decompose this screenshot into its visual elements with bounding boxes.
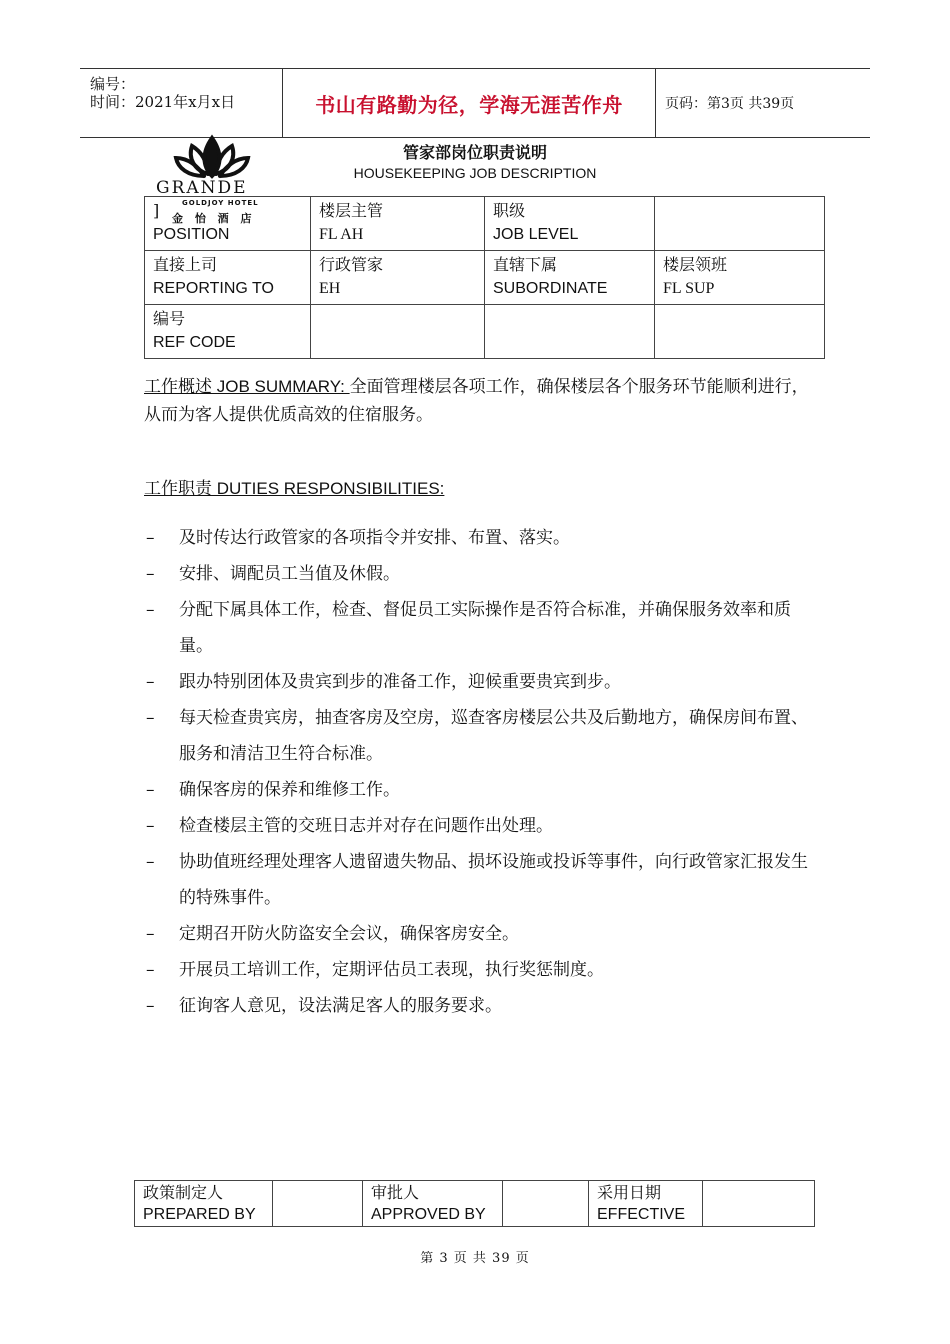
code-label: 编号：	[90, 75, 136, 93]
bullet-dash: –	[146, 924, 155, 944]
table-cell	[145, 305, 311, 359]
table-row	[135, 1181, 815, 1227]
duty-text: 征询客人意见，设法满足客人的服务要求。	[179, 996, 502, 1016]
cell-en: EH	[319, 280, 341, 297]
bullet-dash: –	[146, 708, 155, 728]
summary-text: 全面管理楼层各项工作，确保楼层各个服务环节能顺利进行，从而为客人提供优质高效的住宿服务。	[144, 377, 809, 425]
table-cell	[311, 197, 485, 251]
header-page-cell	[665, 69, 870, 137]
cell-cn: 行政管家	[319, 255, 384, 274]
cell-cn: 职级	[493, 201, 526, 220]
cell-en: JOB LEVEL	[493, 226, 579, 243]
duty-text: 开展员工培训工作，定期评估员工表现，执行奖惩制度。	[179, 960, 604, 980]
header-motto-cell	[282, 69, 656, 137]
table-cell	[655, 197, 825, 251]
list-item	[144, 844, 824, 916]
table-cell	[311, 305, 485, 359]
bullet-dash: –	[146, 564, 155, 584]
summary-label: 工作概述 JOB SUMMARY:	[144, 377, 350, 396]
duties-heading: 工作职责 DUTIES RESPONSIBILITIES:	[144, 479, 445, 498]
title-en: HOUSEKEEPING JOB DESCRIPTION	[353, 165, 597, 181]
duty-text: 跟办特别团体及贵宾到步的准备工作，迎候重要贵宾到步。	[179, 672, 621, 692]
cell-en: SUBORDINATE	[493, 280, 608, 297]
table-row	[145, 251, 825, 305]
cell-cn: ]	[153, 201, 160, 220]
table-cell	[503, 1181, 589, 1227]
header-meta	[80, 69, 280, 137]
table-cell	[655, 251, 825, 305]
table-cell	[145, 251, 311, 305]
approval-table	[134, 1180, 815, 1227]
cell-en: REF CODE	[153, 334, 236, 351]
bullet-dash: –	[146, 672, 155, 692]
prepared-cn: 政策制定人	[143, 1183, 224, 1202]
time-label: 时间：2021年x月x日	[90, 93, 236, 111]
list-item	[144, 592, 824, 664]
logo-sub-en: GOLDJOY HOTEL	[182, 199, 259, 207]
title-cn: 管家部岗位职责说明	[402, 143, 547, 162]
table-cell	[485, 197, 655, 251]
table-cell	[655, 305, 825, 359]
table-cell	[589, 1181, 703, 1227]
cell-en: REPORTING TO	[153, 280, 274, 297]
job-summary	[144, 373, 824, 429]
cell-en: FL SUP	[663, 280, 715, 297]
page-info: 页码：第3页 共39页	[665, 96, 795, 112]
list-item	[144, 520, 824, 556]
bullet-dash: –	[146, 780, 155, 800]
bullet-dash: –	[146, 528, 155, 548]
list-item	[144, 916, 824, 952]
approved-en: APPROVED BY	[371, 1206, 486, 1223]
approved-cn: 审批人	[371, 1183, 420, 1202]
table-cell	[311, 251, 485, 305]
table-cell	[273, 1181, 363, 1227]
cell-cn: 直接上司	[153, 255, 218, 274]
duty-text: 分配下属具体工作，检查、督促员工实际操作是否符合标准，并确保服务效率和质量。	[179, 600, 791, 656]
duty-text: 检查楼层主管的交班日志并对存在问题作出处理。	[179, 816, 553, 836]
duty-text: 定期召开防火防盗安全会议，确保客房安全。	[179, 924, 519, 944]
document-header	[80, 68, 870, 138]
bullet-dash: –	[146, 996, 155, 1016]
list-item	[144, 772, 824, 808]
document-title	[340, 140, 610, 181]
cell-cn: 直辖下属	[493, 255, 558, 274]
bullet-dash: –	[146, 960, 155, 980]
table-row	[145, 197, 825, 251]
position-info-table	[144, 196, 825, 359]
duty-text: 安排、调配员工当值及休假。	[179, 564, 400, 584]
logo-brand-text: GRANDE	[156, 178, 248, 198]
cell-en: POSITION	[153, 226, 230, 243]
logo-sub-cn: 金 怡 酒 店	[172, 212, 256, 225]
list-item	[144, 952, 824, 988]
cell-cn: 编号	[153, 309, 186, 328]
duty-text: 协助值班经理处理客人遗留遗失物品、损坏设施或投诉等事件，向行政管家汇报发生的特殊事件。	[179, 852, 808, 908]
table-cell	[363, 1181, 503, 1227]
table-cell	[485, 251, 655, 305]
motto: 书山有路勤为径，学海无涯苦作舟	[315, 92, 623, 117]
table-cell	[145, 197, 311, 251]
list-item	[144, 664, 824, 700]
table-cell	[485, 305, 655, 359]
table-cell	[135, 1181, 273, 1227]
list-item	[144, 988, 824, 1024]
cell-en: FL AH	[319, 226, 364, 243]
list-item	[144, 808, 824, 844]
lotus-icon	[172, 130, 252, 180]
bullet-dash: –	[146, 852, 155, 872]
duty-text: 确保客房的保养和维修工作。	[179, 780, 400, 800]
table-row	[145, 305, 825, 359]
list-item	[144, 556, 824, 592]
cell-cn: 楼层主管	[319, 201, 384, 220]
duty-text: 及时传达行政管家的各项指令并安排、布置、落实。	[179, 528, 570, 548]
duty-text: 每天检查贵宾房，抽查客房及空房，巡查客房楼层公共及后勤地方，确保房间布置、服务和清洁卫生符合标准。	[179, 708, 808, 764]
prepared-en: PREPARED BY	[143, 1206, 256, 1223]
page-footer: 第 3 页 共 39 页	[420, 1251, 530, 1266]
bullet-dash: –	[146, 816, 155, 836]
cell-cn: 楼层领班	[663, 255, 728, 274]
list-item	[144, 700, 824, 772]
duties-list	[144, 520, 824, 1024]
table-cell	[703, 1181, 815, 1227]
bullet-dash: –	[146, 600, 155, 620]
effective-cn: 采用日期	[597, 1183, 662, 1202]
effective-en: EFFECTIVE	[597, 1206, 686, 1223]
